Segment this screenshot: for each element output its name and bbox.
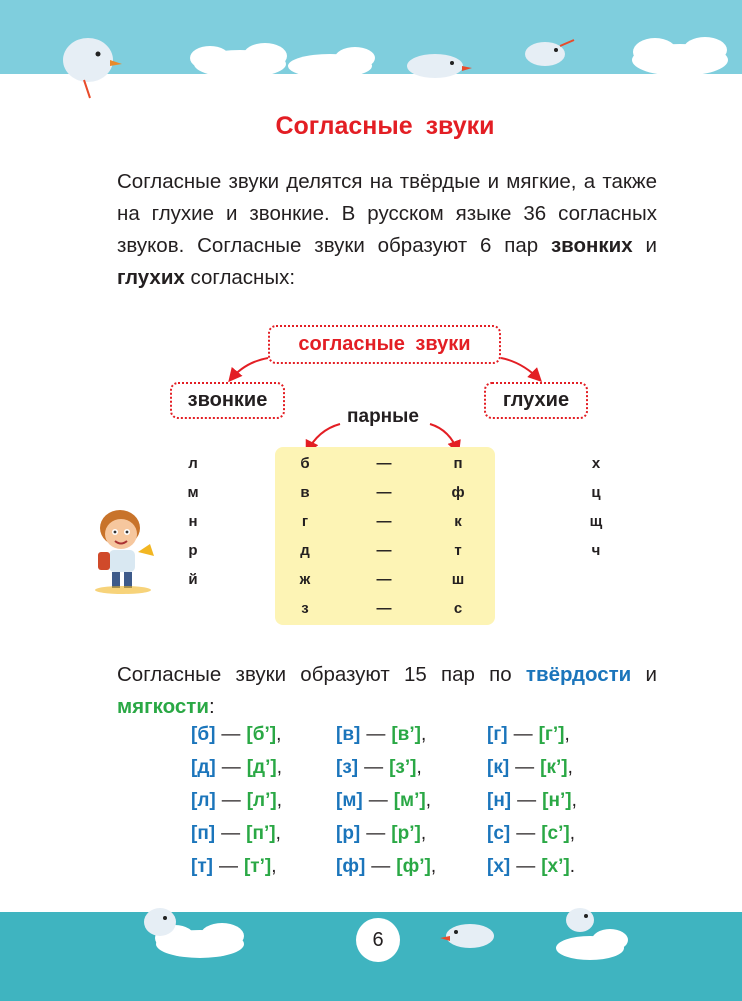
paired-voiceless-letter: ш: [451, 571, 465, 588]
hard-soft-pair: [487, 790, 577, 812]
pair-punctuation: ,: [416, 757, 422, 778]
soft-sound: [к’]: [540, 757, 568, 778]
bird-icon: [566, 908, 594, 932]
hard-sound: [в]: [336, 724, 361, 745]
hard-sound: [п]: [191, 823, 216, 844]
paired-voiceless-letter: к: [454, 513, 462, 530]
hard-soft-pair: [487, 823, 575, 845]
bird-icon: [144, 908, 176, 936]
page-title: Согласные звуки: [275, 112, 495, 140]
pair-punctuation: ,: [567, 757, 573, 778]
unpaired-voiceless-letter: х: [591, 455, 601, 472]
arrow-icon: [230, 358, 268, 380]
paired-voiced-letter: з: [301, 600, 309, 617]
unpaired-voiced-letter: р: [188, 542, 198, 559]
intro-text: Согласные звуки делятся на твёрдые и мягкие, а также на глухие и звонкие. В русском языке 36 согласных звуков. Согласные звуки образуют 6 пар: [117, 170, 657, 257]
soft-sound: [м’]: [393, 790, 426, 811]
soft-sound: [п’]: [246, 823, 276, 844]
pair-punctuation: ,: [420, 823, 427, 844]
pair-dash: —: [218, 856, 238, 877]
paired-voiced-letter: г: [301, 513, 309, 530]
soft-sound: [л’]: [246, 790, 277, 811]
hard-sound: [з]: [336, 757, 359, 778]
voiceless-box: глухие: [484, 382, 588, 419]
voiceless-emphasis: глухих: [117, 266, 185, 289]
pair-punctuation: ,: [420, 724, 427, 745]
pair-dash: —: [515, 757, 535, 778]
pair-dash: —: [516, 823, 536, 844]
soft-sound: [н’]: [542, 790, 572, 811]
intro-text: согласных:: [184, 266, 296, 289]
hard-soft-pair: [191, 823, 281, 845]
soft-sound: [х’]: [541, 856, 570, 877]
pair-punctuation: ,: [430, 856, 437, 877]
soft-sound: [ф’]: [396, 856, 431, 877]
soft-sound: [р’]: [391, 823, 421, 844]
arrow-icon: [501, 358, 540, 380]
hard-soft-pair: [191, 856, 277, 878]
paired-highlight: [275, 447, 495, 625]
hard-soft-pair: [336, 823, 426, 845]
pair-punctuation: ,: [276, 757, 282, 778]
pair-punctuation: ,: [275, 823, 281, 844]
unpaired-voiceless-letter: щ: [589, 513, 603, 530]
paired-voiced-letter: б: [300, 455, 310, 472]
pair-dash: —: [221, 757, 241, 778]
hard-sound: [г]: [487, 724, 508, 745]
pair-dash: —: [513, 724, 533, 745]
softness-word: мягкости: [117, 695, 209, 718]
page-number: 6: [356, 918, 400, 962]
paired-voiceless-letter: с: [453, 600, 463, 617]
soft-sound: [д’]: [246, 757, 277, 778]
soft-sound: [б’]: [246, 724, 277, 745]
hard-sound: [д]: [191, 757, 216, 778]
pair-punctuation: .: [569, 856, 576, 877]
hard-sound: [н]: [487, 790, 512, 811]
hard-sound: [к]: [487, 757, 510, 778]
intro-text: и: [632, 234, 657, 257]
pair-dash: —: [376, 571, 392, 588]
boy-with-bell-icon: [88, 500, 168, 595]
hardness-word: твёрдости: [525, 663, 632, 686]
soft-sound: [г’]: [538, 724, 565, 745]
pair-punctuation: ,: [271, 856, 277, 877]
pair-dash: —: [376, 455, 392, 472]
consonants-box: согласные звуки: [268, 325, 501, 364]
pair-dash: —: [517, 790, 537, 811]
paired-voiced-letter: в: [300, 484, 310, 501]
hard-soft-pair: [487, 856, 575, 878]
hard-sound: [ф]: [336, 856, 366, 877]
unpaired-voiced-letter: й: [188, 571, 198, 588]
paired-voiced-letter: ж: [299, 571, 311, 588]
pair-punctuation: ,: [276, 790, 283, 811]
hardness-text: Согласные звуки образуют 15 пар по: [117, 663, 526, 686]
pair-dash: —: [376, 513, 392, 530]
hard-soft-pair: [191, 790, 282, 812]
unpaired-voiced-letter: м: [187, 484, 199, 501]
hard-sound: [л]: [191, 790, 216, 811]
diagram-arrows: [0, 0, 742, 470]
hard-soft-pair: [487, 757, 573, 779]
bird-icon: [440, 924, 494, 948]
pair-dash: —: [376, 600, 392, 617]
soft-sound: [с’]: [541, 823, 570, 844]
hard-sound: [р]: [336, 823, 361, 844]
hard-soft-pair: [336, 757, 422, 779]
pair-dash: —: [371, 856, 391, 877]
voiced-box: звонкие: [170, 382, 285, 419]
pair-punctuation: ,: [571, 790, 577, 811]
hard-sound: [м]: [336, 790, 363, 811]
hard-sound: [б]: [191, 724, 216, 745]
pair-dash: —: [221, 823, 241, 844]
paired-label: парные: [347, 406, 419, 427]
paired-voiceless-letter: ф: [451, 484, 465, 501]
hard-soft-pair: [487, 724, 570, 746]
hardness-text: и: [631, 663, 657, 686]
hard-soft-pair: [336, 724, 426, 746]
hard-soft-pair: [191, 757, 282, 779]
unpaired-voiced-letter: л: [188, 455, 198, 472]
hard-soft-pair: [336, 790, 431, 812]
soft-sound: [з’]: [389, 757, 417, 778]
pair-punctuation: ,: [564, 724, 570, 745]
pair-dash: —: [221, 790, 241, 811]
pair-dash: —: [366, 724, 386, 745]
pair-dash: —: [366, 823, 386, 844]
hardness-text: :: [208, 695, 215, 718]
hard-sound: [с]: [487, 823, 511, 844]
soft-sound: [в’]: [391, 724, 421, 745]
unpaired-voiced-letter: н: [188, 513, 198, 530]
pair-dash: —: [221, 724, 241, 745]
pair-punctuation: ,: [276, 724, 282, 745]
unpaired-voiceless-letter: ч: [591, 542, 601, 559]
paired-voiceless-letter: т: [454, 542, 462, 559]
pair-dash: —: [376, 484, 392, 501]
pair-punctuation: ,: [569, 823, 576, 844]
pair-punctuation: ,: [425, 790, 431, 811]
hard-soft-pair: [191, 724, 281, 746]
hard-soft-pair: [336, 856, 436, 878]
pair-dash: —: [376, 542, 392, 559]
pair-dash: —: [516, 856, 536, 877]
paired-voiceless-letter: п: [453, 455, 463, 472]
soft-sound: [т’]: [243, 856, 272, 877]
hardness-paragraph: [117, 659, 657, 723]
pair-dash: —: [368, 790, 388, 811]
unpaired-voiceless-letter: ц: [591, 484, 601, 501]
hard-sound: [х]: [487, 856, 511, 877]
pair-dash: —: [364, 757, 384, 778]
voiced-emphasis: звонких: [550, 234, 633, 257]
paired-voiced-letter: д: [300, 542, 310, 559]
hard-sound: [т]: [191, 856, 213, 877]
